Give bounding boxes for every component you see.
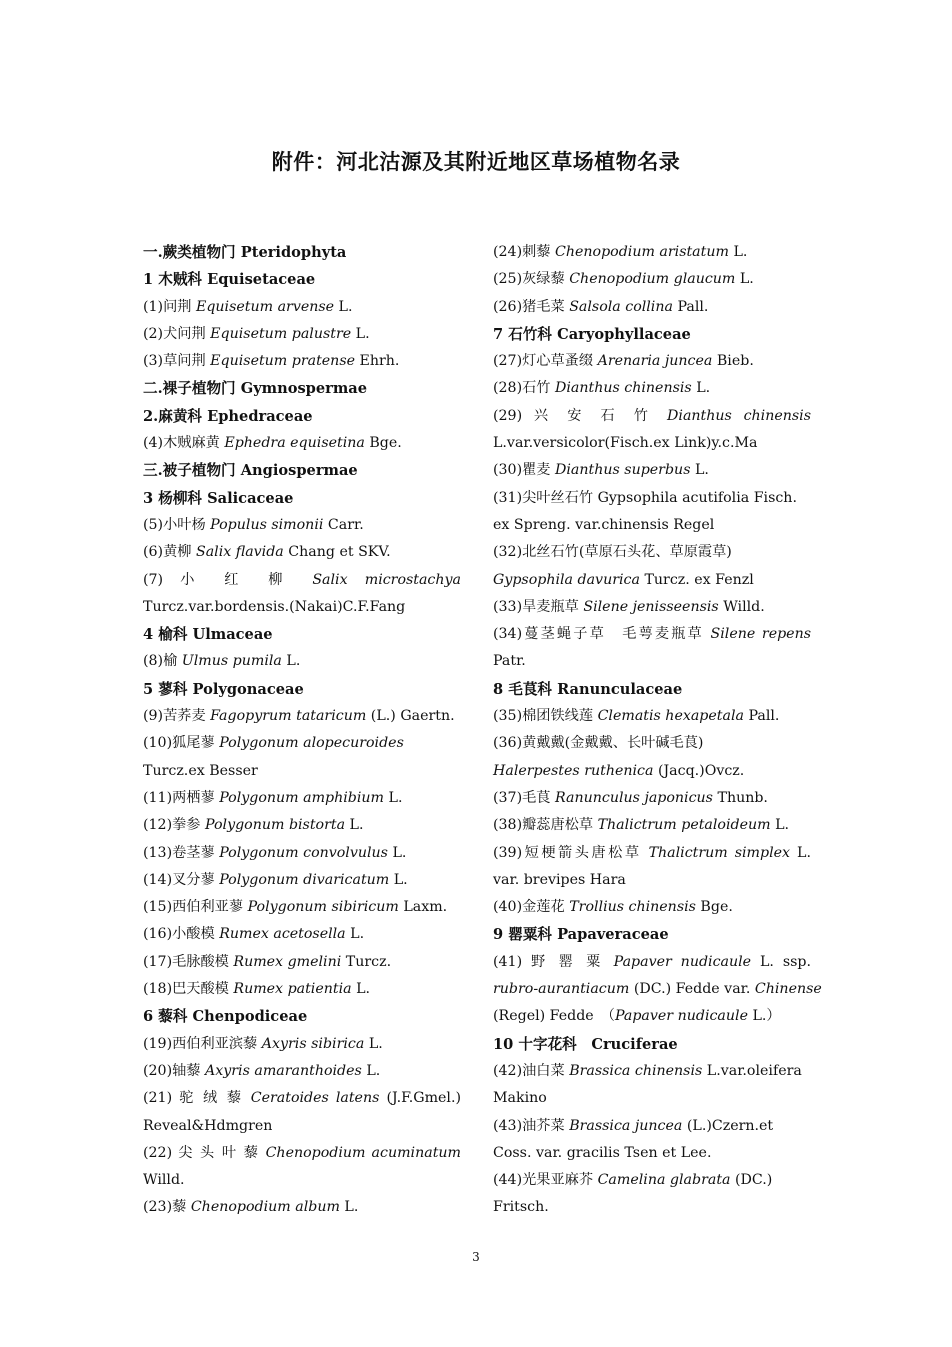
- scientific-name: Trollius chinensis: [569, 899, 696, 916]
- section-heading: 10 十字花科 Cruciferae: [493, 1035, 678, 1053]
- species-entry: [493, 949, 811, 976]
- entry-text: (25)灰绿藜: [493, 271, 570, 288]
- entry-text: Turcz.ex Besser: [143, 762, 258, 779]
- scientific-name: Polygonum alopecuroides: [219, 735, 404, 752]
- entry-text: L.var.versicolor(Fisch.ex Link)y.c.Ma: [493, 435, 758, 452]
- entry-text: Bieb.: [712, 353, 754, 370]
- entry-text: (17)毛脉酸模: [143, 953, 234, 970]
- scientific-name: Salix microstachya: [312, 571, 461, 588]
- species-entry: [493, 976, 822, 1003]
- entry-text: L.: [387, 844, 407, 861]
- entry-text: (4)木贼麻黄: [143, 435, 225, 452]
- entry-text: (26)猪毛菜: [493, 298, 570, 315]
- entry-text: (27)灯心草蚤缀: [493, 353, 598, 370]
- entry-text: (Jacq.)Ovcz.: [653, 762, 745, 779]
- entry-text: (19)西伯利亚滨藜: [143, 1035, 262, 1052]
- scientific-name: Thalictrum simplex: [648, 844, 791, 861]
- species-entry: [143, 976, 461, 1003]
- entry-text: Patr.: [493, 653, 526, 670]
- page-number: 3: [472, 1250, 480, 1264]
- section-heading: 4 榆科 Ulmaceae: [143, 626, 273, 644]
- entry-text: (10)狐尾蓼: [143, 735, 220, 752]
- species-entry: [143, 921, 461, 948]
- scientific-name: Rumex patientia: [233, 981, 352, 998]
- species-entry: [493, 840, 811, 867]
- entry-text: (7) 小 红 柳: [143, 571, 313, 588]
- entry-text: ex Spreng. var.chinensis Regel: [493, 516, 715, 533]
- scientific-name: Dianthus superbus: [555, 462, 691, 479]
- entry-text: L.: [334, 298, 353, 315]
- species-entry: [143, 1113, 461, 1140]
- entry-text: (DC.): [730, 1172, 773, 1189]
- species-entry: [493, 703, 811, 730]
- section-heading: 9 罂粟科 Papaveraceae: [493, 926, 669, 944]
- species-entry: [143, 1194, 461, 1221]
- entry-text: (2)犬问荆: [143, 325, 211, 342]
- species-entry: [143, 648, 461, 675]
- species-entry: [493, 266, 811, 293]
- species-entry: [143, 1140, 461, 1167]
- species-entry: [143, 294, 461, 321]
- scientific-name: Clematis hexapetala: [597, 708, 744, 725]
- section-heading: 2.麻黄科 Ephedraceae: [143, 407, 313, 425]
- scientific-name: Chinense: [754, 981, 822, 998]
- entry-text: (39)短梗箭头唐松草: [493, 844, 649, 861]
- entry-text: (40)金莲花: [493, 899, 570, 916]
- page-title: 附件：河北沽源及其附近地区草场植物名录: [271, 150, 681, 174]
- entry-text: Pall.: [672, 298, 709, 315]
- section-heading: 二.裸子植物门 Gymnospermae: [143, 380, 368, 398]
- entry-text: (24)刺藜: [493, 244, 556, 260]
- section-heading: 一.蕨类植物门 Pteridophyta: [143, 244, 347, 261]
- species-entry: [143, 430, 461, 457]
- entry-text: (12)拳参: [143, 817, 206, 834]
- entry-text: Makino: [493, 1090, 547, 1107]
- species-entry: [143, 949, 461, 976]
- entry-text: Carr.: [323, 516, 364, 533]
- entry-text: (15)西伯利亚蓼: [143, 899, 248, 916]
- section-heading: 3 杨柳科 Salicaceae: [143, 489, 294, 507]
- entry-text: (L.)Czern.et: [682, 1117, 774, 1134]
- scientific-name: Papaver nudicaule: [614, 1008, 748, 1025]
- entry-text: Chang et SKV.: [283, 544, 391, 561]
- entry-text: (22) 尖 头 叶 藜: [143, 1144, 266, 1161]
- scientific-name: Halerpestes ruthenica: [493, 762, 654, 779]
- species-entry: [493, 539, 811, 566]
- section-heading: 7 石竹科 Caryophyllaceae: [493, 325, 691, 343]
- species-entry: [493, 403, 811, 430]
- entry-text: (1)问荆: [143, 298, 196, 315]
- entry-text: Willd.: [143, 1172, 185, 1189]
- species-entry: [143, 730, 461, 757]
- right-column: [493, 239, 822, 1222]
- scientific-name: Polygonum convolvulus: [219, 844, 388, 861]
- scientific-name: Dianthus chinensis: [555, 380, 692, 397]
- entry-text: L.: [345, 817, 364, 834]
- entry-text: L.: [281, 653, 301, 670]
- scientific-name: Brassica chinensis: [569, 1062, 703, 1079]
- scientific-name: Brassica juncea: [569, 1117, 683, 1134]
- scientific-name: Salsola collina: [569, 298, 673, 315]
- entry-text: L.: [691, 380, 711, 397]
- entry-text: (29) 兴 安 石 竹: [493, 407, 668, 424]
- scientific-name: Polygonum divaricatum: [219, 871, 390, 888]
- scientific-name: Chenopodium album: [190, 1199, 340, 1216]
- species-entry: [493, 567, 811, 594]
- species-entry: [493, 1194, 811, 1221]
- species-entry: [493, 1085, 811, 1112]
- species-entry: [143, 348, 461, 375]
- scientific-name: Equisetum arvense: [195, 298, 335, 315]
- species-entry: [143, 812, 461, 839]
- entry-text: (21) 驼 绒 藜: [143, 1090, 251, 1107]
- entry-text: (35)棉团铁线莲: [493, 708, 598, 725]
- species-entry: [143, 539, 461, 566]
- species-entry: [493, 512, 811, 539]
- entry-text: (L.) Gaertn.: [366, 708, 455, 725]
- species-entry: [143, 894, 461, 921]
- scientific-name: Papaver nudicaule: [613, 953, 752, 970]
- section-heading: 5 蓼科 Polygonaceae: [143, 680, 304, 698]
- entry-text: (32)北丝石竹(草原石头花、草原霞草): [493, 544, 732, 561]
- entry-text: (18)巴天酸模: [143, 981, 234, 998]
- entry-text: (31)尖叶丝石竹 Gypsophila acutifolia Fisch.: [493, 489, 797, 506]
- scientific-name: Dianthus chinensis: [667, 407, 811, 424]
- scientific-name: Rumex acetosella: [219, 926, 346, 943]
- entry-text: (J.F.Gmel.): [379, 1090, 462, 1107]
- entry-text: Turcz. ex Fenzl: [639, 571, 754, 588]
- scientific-name: Axyris amaranthoides: [205, 1062, 362, 1079]
- entry-text: L.: [770, 817, 790, 834]
- entry-text: (36)黄戴戴(金戴戴、长叶碱毛茛): [493, 735, 704, 752]
- entry-text: Bge.: [695, 899, 733, 916]
- entry-text: L.: [389, 871, 408, 888]
- entry-text: Fritsch.: [493, 1199, 549, 1216]
- scientific-name: Ranunculus japonicus: [555, 789, 713, 806]
- scientific-name: Ulmus pumila: [181, 653, 282, 670]
- entry-text: (43)油芥菜: [493, 1117, 570, 1134]
- species-entry: [493, 812, 811, 839]
- species-entry: [493, 294, 811, 321]
- entry-text: Turcz.: [341, 953, 392, 970]
- scientific-name: Equisetum palustre: [210, 325, 352, 342]
- species-entry: [143, 1031, 461, 1058]
- species-entry: [143, 703, 461, 730]
- scientific-name: Salix flavida: [195, 544, 284, 561]
- entry-text: L.: [345, 926, 365, 943]
- scientific-name: Equisetum pratense: [210, 353, 355, 370]
- entry-text: Thunb.: [712, 789, 768, 806]
- entry-text: (20)轴藜: [143, 1062, 206, 1079]
- species-entry: [493, 485, 811, 512]
- species-entry: [493, 1140, 811, 1167]
- species-entry: [143, 785, 461, 812]
- species-entry: [493, 1113, 811, 1140]
- species-entry: [493, 785, 811, 812]
- section-heading: 三.被子植物门 Angiospermae: [143, 462, 358, 480]
- entry-text: Pall.: [743, 708, 780, 725]
- species-entry: [143, 758, 461, 785]
- scientific-name: Ephedra equisetina: [224, 435, 365, 452]
- species-entry: [493, 1003, 811, 1030]
- species-entry: [143, 594, 461, 621]
- species-entry: [493, 457, 811, 484]
- entry-text: L.: [351, 325, 370, 342]
- species-entry: [493, 648, 811, 675]
- entry-text: L.）: [747, 1008, 781, 1025]
- entry-text: (30)瞿麦: [493, 462, 556, 479]
- scientific-name: Silene repens: [710, 626, 811, 643]
- entry-text: L. ssp.: [751, 953, 812, 970]
- species-entry: [143, 1167, 461, 1194]
- scientific-name: Axyris sibirica: [261, 1035, 365, 1052]
- entry-text: L.: [361, 1062, 381, 1079]
- species-entry: [493, 1058, 811, 1085]
- entry-text: (33)旱麦瓶草: [493, 598, 584, 615]
- entry-text: (44)光果亚麻芥: [493, 1172, 598, 1189]
- entry-text: (Regel) Fedde （: [493, 1008, 615, 1025]
- entry-text: Bge.: [364, 435, 402, 452]
- entry-text: (38)瓣蕊唐松草: [493, 817, 598, 834]
- scientific-name: Polygonum bistorta: [205, 817, 346, 834]
- entry-text: L.: [339, 1199, 359, 1216]
- entry-text: (11)两栖蓼: [143, 789, 220, 806]
- entry-text: Laxm.: [398, 899, 448, 916]
- species-entry: [493, 894, 811, 921]
- entry-text: Ehrh.: [355, 353, 400, 370]
- entry-text: (9)苦荞麦: [143, 708, 211, 725]
- scientific-name: Chenopodium acuminatum: [265, 1144, 461, 1161]
- species-entry: [143, 867, 461, 894]
- species-entry: [493, 758, 811, 785]
- entry-text: L.: [728, 244, 748, 260]
- species-entry: [493, 730, 811, 757]
- species-entry: [143, 512, 461, 539]
- species-entry: [493, 239, 811, 266]
- entry-text: (DC.) Fedde var.: [629, 981, 755, 998]
- entry-text: (6)黄柳: [143, 544, 196, 561]
- scientific-name: Chenopodium glaucum: [569, 271, 736, 288]
- species-entry: [493, 375, 811, 402]
- entry-text: (34)蔓茎蝇子草 毛萼麦瓶草: [493, 626, 711, 643]
- entry-text: (13)卷茎蓼: [143, 844, 220, 861]
- entry-text: var. brevipes Hara: [493, 871, 626, 888]
- species-entry: [143, 840, 461, 867]
- species-entry: [493, 348, 811, 375]
- section-heading: 1 木贼科 Equisetaceae: [143, 271, 316, 289]
- scientific-name: Ceratoides latens: [250, 1090, 380, 1107]
- scientific-name: Camelina glabrata: [597, 1172, 731, 1189]
- species-entry: [493, 430, 811, 457]
- entry-text: L.: [790, 844, 811, 861]
- entry-text: (37)毛茛: [493, 789, 556, 806]
- entry-text: (28)石竹: [493, 380, 556, 397]
- entry-text: (41) 野 罂 粟: [493, 953, 614, 970]
- scientific-name: Fagopyrum tataricum: [210, 708, 367, 725]
- scientific-name: Polygonum sibiricum: [247, 899, 399, 916]
- entry-text: L.: [384, 789, 403, 806]
- scientific-name: rubro-aurantiacum: [493, 981, 630, 998]
- scientific-name: Silene jenisseensis: [583, 598, 719, 615]
- species-entry: [493, 621, 811, 648]
- scientific-name: Polygonum amphibium: [219, 789, 385, 806]
- species-entry: [493, 1167, 811, 1194]
- entry-text: (8)榆: [143, 653, 182, 670]
- entry-text: (16)小酸模: [143, 926, 220, 943]
- entry-text: L.: [351, 981, 371, 998]
- scientific-name: Thalictrum petaloideum: [597, 817, 771, 834]
- entry-text: L.: [364, 1035, 383, 1052]
- entry-text: Turcz.var.bordensis.(Nakai)C.F.Fang: [143, 598, 406, 615]
- section-heading: 8 毛茛科 Ranunculaceae: [493, 680, 683, 698]
- left-column: [143, 239, 461, 1222]
- entry-text: (5)小叶杨: [143, 516, 211, 533]
- scientific-name: Arenaria juncea: [597, 353, 713, 370]
- scientific-name: Rumex gmelini: [233, 953, 342, 970]
- scientific-name: Populus simonii: [210, 516, 324, 533]
- entry-text: (14)叉分蓼: [143, 871, 220, 888]
- scientific-name: Gypsophila davurica: [493, 571, 640, 588]
- species-entry: [143, 1058, 461, 1085]
- entry-text: Coss. var. gracilis Tsen et Lee.: [493, 1144, 712, 1161]
- species-entry: [143, 1085, 461, 1112]
- species-entry: [493, 867, 811, 894]
- species-entry: [143, 567, 461, 594]
- entry-text: (3)草问荆: [143, 353, 211, 370]
- section-heading: 6 藜科 Chenpodiceae: [143, 1008, 308, 1026]
- scientific-name: Chenopodium aristatum: [555, 244, 729, 260]
- entry-text: L.var.oleifera: [702, 1062, 802, 1079]
- species-entry: [143, 321, 461, 348]
- species-entry: [493, 594, 811, 621]
- entry-text: L.: [735, 271, 754, 288]
- entry-text: (23)藜: [143, 1199, 191, 1216]
- entry-text: Willd.: [718, 598, 765, 615]
- entry-text: L.: [690, 462, 709, 479]
- entry-text: (42)油白菜: [493, 1062, 570, 1079]
- entry-text: Reveal&Hdmgren: [143, 1117, 273, 1134]
